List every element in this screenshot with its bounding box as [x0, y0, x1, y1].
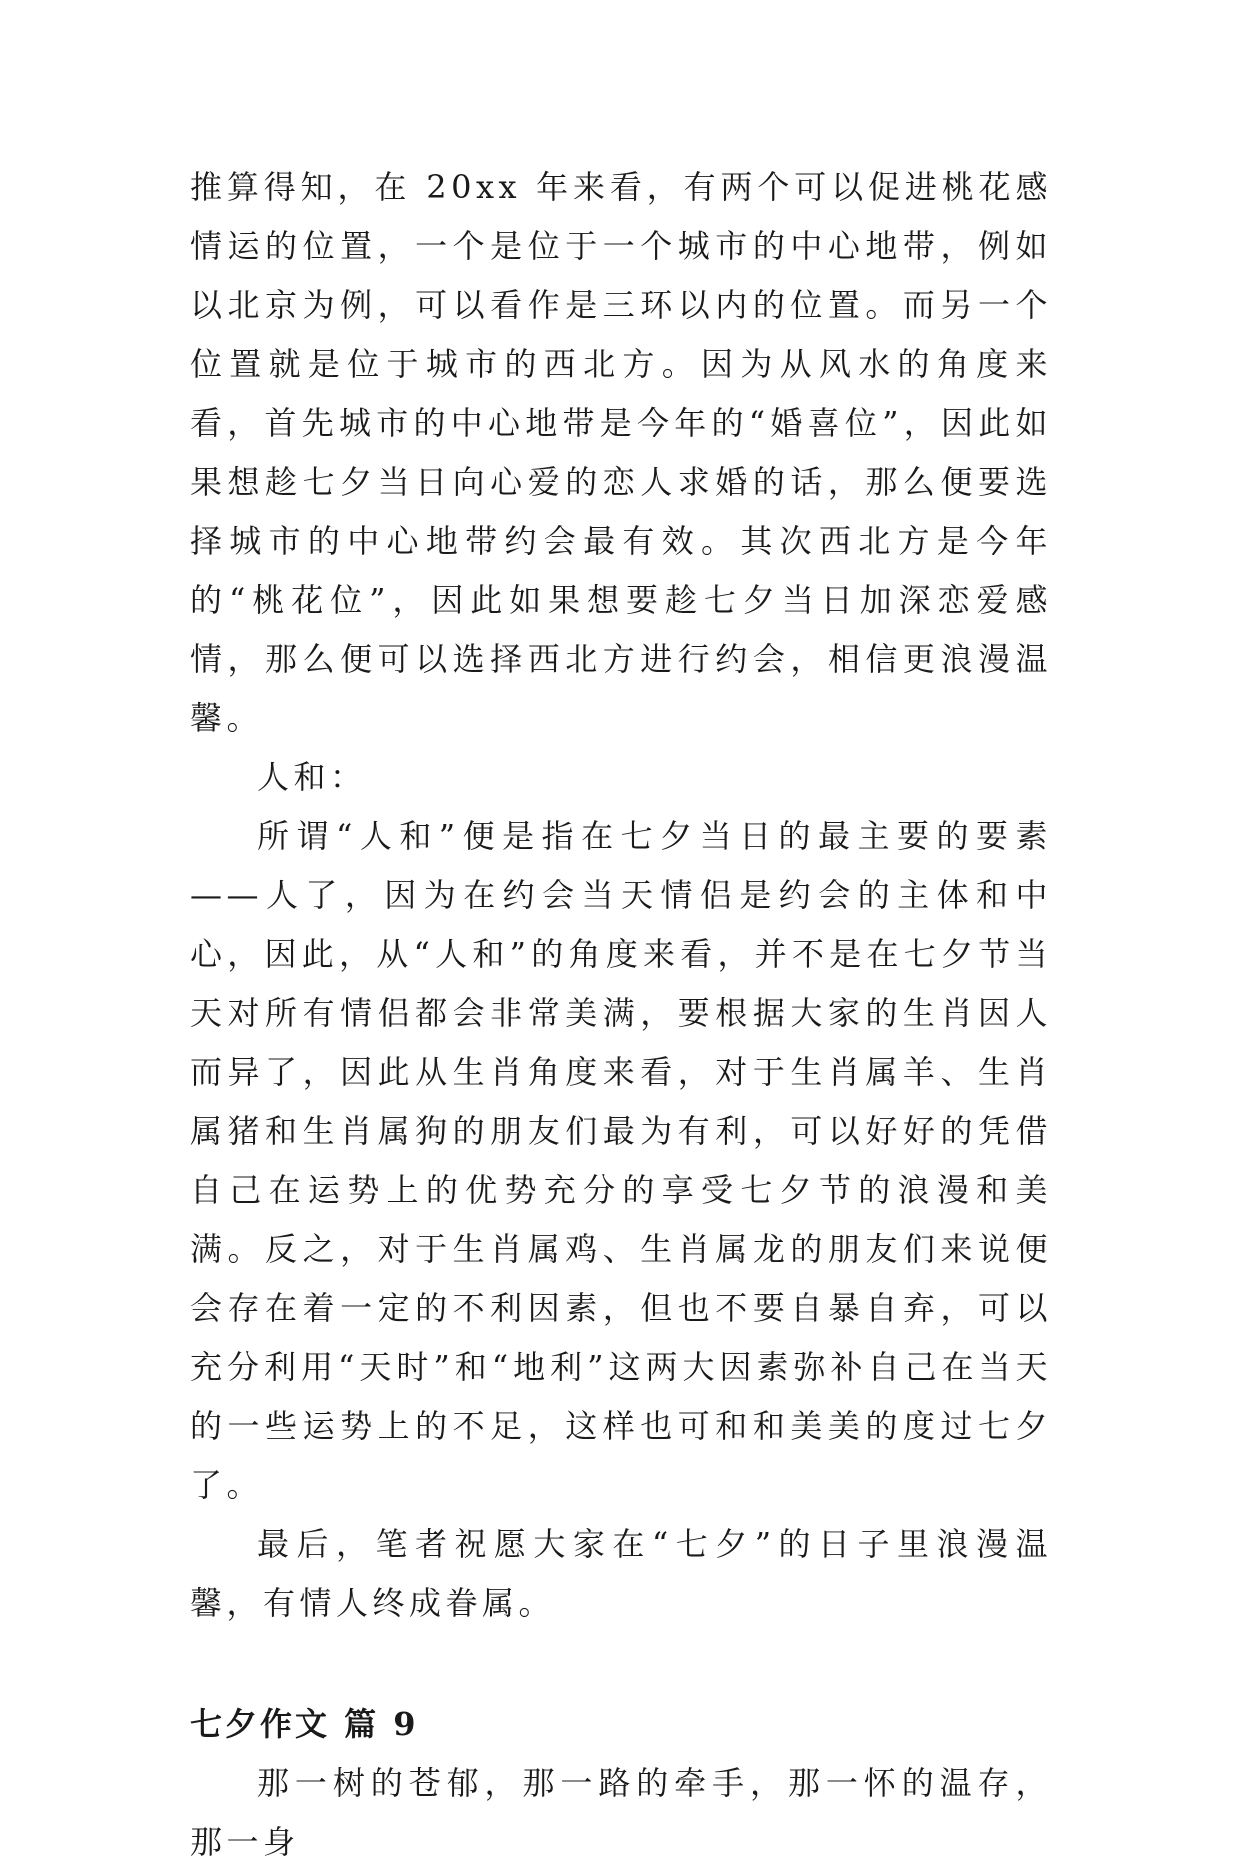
paragraph-section-start: 那一树的苍郁，那一路的牵手，那一怀的温存，那一身 — [190, 1764, 1052, 1861]
section-title: 七夕作文 篇 9 — [190, 1705, 419, 1743]
document-body — [190, 158, 1052, 1872]
paragraph-renhe-heading: 人和： — [257, 758, 367, 796]
paragraph-location: 推算得知，在 20xx 年来看，有两个可以促进桃花感情运的位置，一个是位于一个城市的中心地带，例如以北京为例，可以看作是三环以内的位置。而另一个位置就是位于城市的西北方。因为从风水的角度来看，首先城市的中心地带是今年的“婚喜位”，因此如果想趁七夕当日向心爱的恋人求婚的话，那么便要选择城市的中心地带约会最有效。其次西北方是今年的“桃花位”，因此如果想要趁七夕当日加深恋爱感情，那么便可以选择西北方进行约会，相信更浪漫温馨。 — [190, 168, 1052, 737]
paragraph-renhe: 所谓“人和”便是指在七夕当日的最主要的要素——人了，因为在约会当天情侣是约会的主体和中心，因此，从“人和”的角度来看，并不是在七夕节当天对所有情侣都会非常美满，要根据大家的生肖因人而异了，因此从生肖角度来看，对于生肖属羊、生肖属猪和生肖属狗的朋友们最为有利，可以好好的凭借自己在运势上的优势充分的享受七夕节的浪漫和美满。反之，对于生肖属鸡、生肖属龙的朋友们来说便会存在着一定的不利因素，但也不要自暴自弃，可以充分利用“天时”和“地利”这两大因素弥补自己在当天的一些运势上的不足，这样也可和和美美的度过七夕了。 — [190, 817, 1052, 1504]
paragraph-closing: 最后，笔者祝愿大家在“七夕”的日子里浪漫温馨，有情人终成眷属。 — [190, 1525, 1052, 1622]
